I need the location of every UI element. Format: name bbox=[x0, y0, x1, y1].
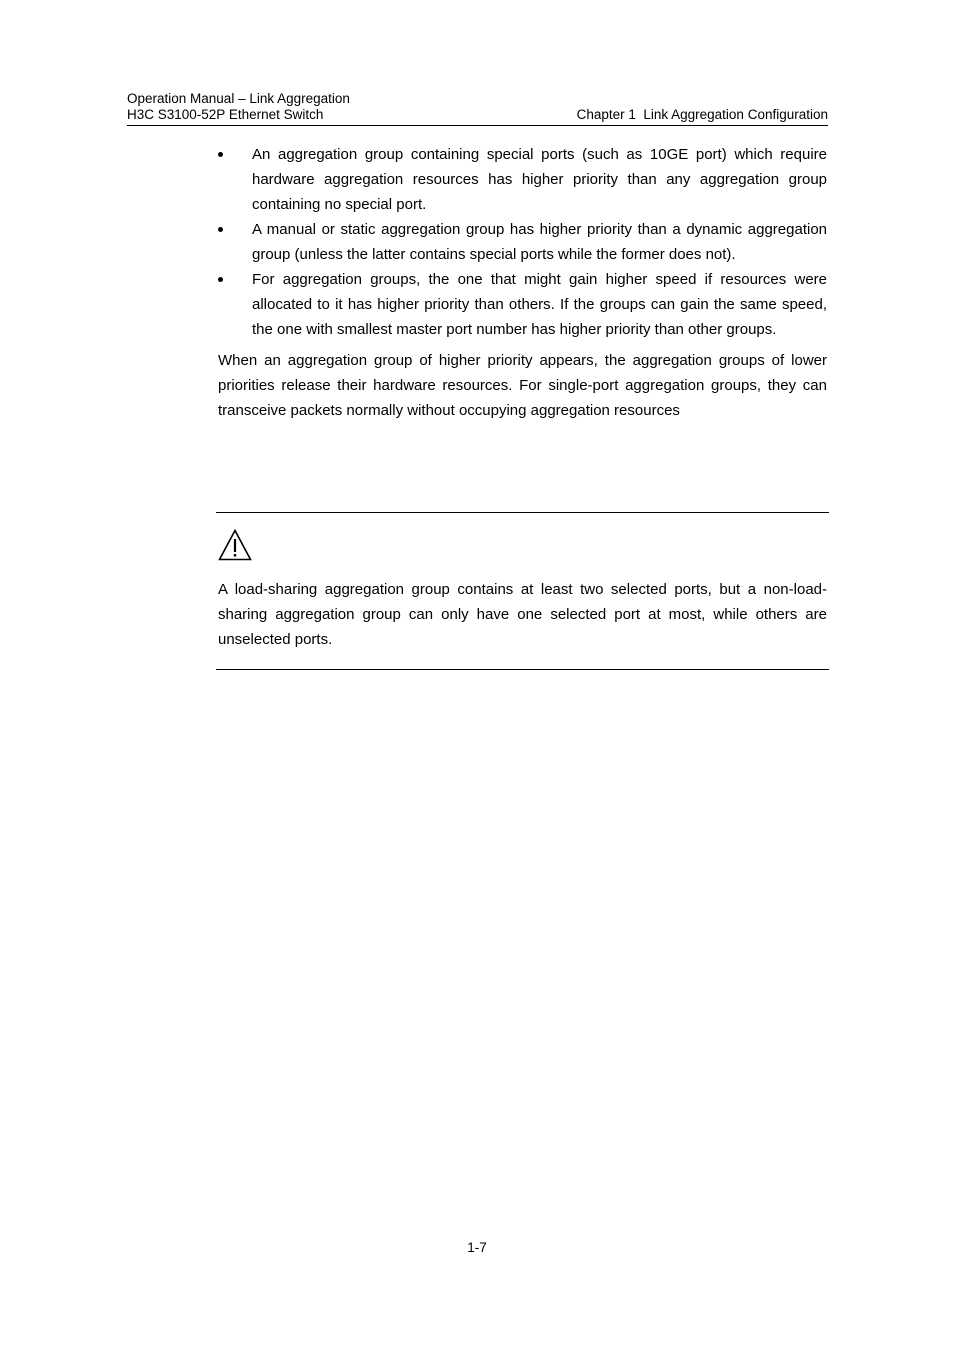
bullet-icon bbox=[218, 152, 223, 157]
list-item bbox=[218, 217, 827, 267]
list-item bbox=[218, 267, 827, 342]
product-name: H3C S3100-52P Ethernet Switch bbox=[127, 107, 324, 122]
caution-text: A load-sharing aggregation group contains at least two selected ports, but a non-load-sharing aggregation group can only have one selected port at most, while others are unselected ports. bbox=[218, 581, 827, 648]
priority-rules-list bbox=[218, 142, 827, 342]
bullet-icon bbox=[218, 227, 223, 232]
manual-title: Operation Manual – Link Aggregation bbox=[127, 91, 350, 106]
body-paragraph: When an aggregation group of higher priority appears, the aggregation groups of lower priorities release their hardware resources. For single-port aggregation groups, they can transceive packets normally without occupying aggregation resources bbox=[218, 352, 827, 419]
chapter-title: Chapter 1 Link Aggregation Configuration bbox=[576, 107, 828, 122]
list-item-text: An aggregation group containing special ports (such as 10GE port) which require hardware aggregation resources has higher priority than any aggregation group containing no special port. bbox=[252, 146, 827, 213]
bullet-icon bbox=[218, 277, 223, 282]
warning-triangle-icon bbox=[218, 529, 252, 561]
caution-box bbox=[216, 512, 829, 670]
page-number: 1-7 bbox=[467, 1240, 487, 1255]
list-item-text: A manual or static aggregation group has higher priority than a dynamic aggregation group (unless the latter contains special ports while the former does not). bbox=[252, 221, 827, 263]
header-left bbox=[127, 91, 350, 123]
list-item bbox=[218, 142, 827, 217]
page-header bbox=[127, 90, 828, 126]
main-content bbox=[218, 142, 827, 423]
list-item-text: For aggregation groups, the one that might gain higher speed if resources were allocated to it has higher priority than others. If the groups can gain the same speed, the one with smallest master port number has higher priority than other groups. bbox=[252, 271, 827, 338]
